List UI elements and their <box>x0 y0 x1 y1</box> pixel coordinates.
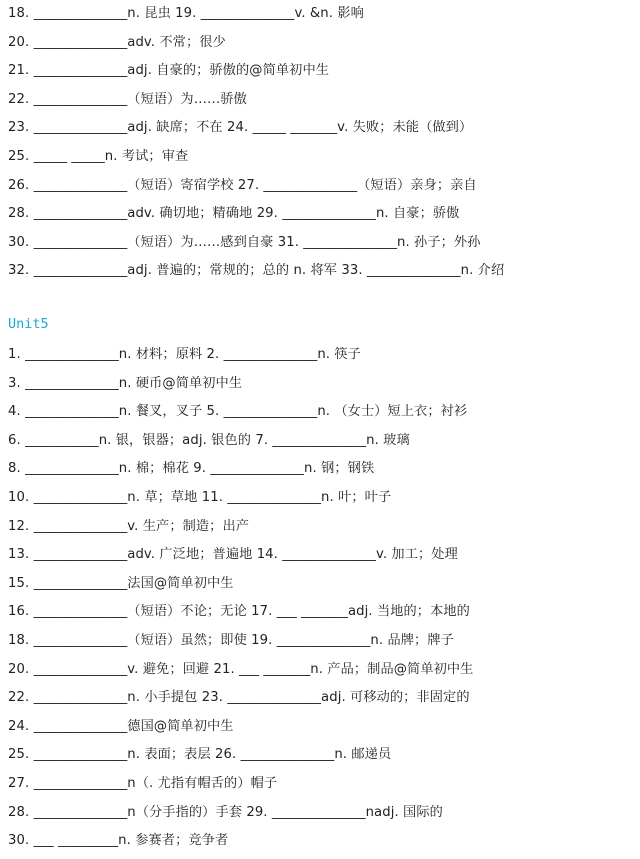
vocab-line-4-5: 4. ______________n. 餐叉，叉子 5. ______________n. （女士）短上衣；衬衫 <box>8 404 468 420</box>
vocab-line-26-27: 26. ______________（短语）寄宿学校 27. ______________（短语）亲身；亲自 <box>8 177 477 193</box>
vocab-line-18-19: 18. ______________n. 昆虫 19. ______________v. &n. 影响 <box>8 6 364 21</box>
vocab-line-18-19-unit5: 18. ______________（短语）虽然；即使 19. ______________n. 品牌；牌子 <box>8 632 454 648</box>
unit-heading: Unit5 <box>8 316 49 332</box>
vocab-line-22-23: 22. ______________n. 小手提包 23. ______________adj. 可移动的；非固定的 <box>8 690 470 706</box>
vocab-line-28-29: 28. ______________n（分手指的）手套 29. ______________nadj. 国际的 <box>8 804 443 820</box>
vocab-line-32-33: 32. ______________adj. 普遍的；常规的；总的 n. 将军 33. ______________n. 介绍 <box>8 263 505 279</box>
vocab-line-10-11: 10. ______________n. 草；草地 11. ______________n. 叶；叶子 <box>8 489 392 505</box>
vocab-line-22: 22. ______________（短语）为……骄傲 <box>8 91 247 107</box>
vocab-line-30: 30. ___ _________n. 参赛者；竞争者 <box>8 833 229 849</box>
vocab-line-6-7: 6. ___________n. 银，银器；adj. 银色的 7. ______________n. 玻璃 <box>8 432 410 448</box>
vocab-line-23-24: 23. ______________adj. 缺席；不在 24. _____ _______v. 失败；未能（做到） <box>8 120 473 136</box>
vocab-line-3: 3. ______________n. 硬币@简单初中生 <box>8 375 243 391</box>
vocab-line-13-14: 13. ______________adv. 广泛地；普遍地 14. ______________v. 加工；处理 <box>8 547 458 563</box>
vocab-line-20: 20. ______________adv. 不常；很少 <box>8 34 226 50</box>
vocab-line-16-17: 16. ______________（短语）不论；无论 17. ___ _______adj. 当地的；本地的 <box>8 604 470 620</box>
vocab-line-28-29: 28. ______________adv. 确切地；精确地 29. ______________n. 自豪；骄傲 <box>8 206 460 222</box>
vocab-line-27: 27. ______________n（. 尤指有帽舌的）帽子 <box>8 775 278 791</box>
vocab-line-25: 25. _____ _____n. 考试；审查 <box>8 148 189 164</box>
vocab-list-previous-unit <box>8 0 632 286</box>
vocab-line-30-31: 30. ______________（短语）为……感到自豪 31. ______________n. 孙子；外孙 <box>8 234 481 250</box>
vocab-line-15: 15. ______________法国@简单初中生 <box>8 575 234 591</box>
unit5-section <box>8 313 632 856</box>
vocab-line-25-26: 25. ______________n. 表面；表层 26. ______________n. 邮递员 <box>8 747 392 763</box>
vocab-line-21: 21. ______________adj. 自豪的；骄傲的@简单初中生 <box>8 63 330 79</box>
vocab-line-12: 12. ______________v. 生产；制造；出产 <box>8 518 250 534</box>
vocab-line-1-2: 1. ______________n. 材料；原料 2. ______________n. 筷子 <box>8 347 361 362</box>
vocab-line-8-9: 8. ______________n. 棉；棉花 9. ______________n. 钢；钢铁 <box>8 461 375 477</box>
vocab-line-20-21: 20. ______________v. 避免；回避 21. ___ _______n. 产品；制品@简单初中生 <box>8 661 474 677</box>
vocab-line-24: 24. ______________德国@简单初中生 <box>8 718 234 734</box>
